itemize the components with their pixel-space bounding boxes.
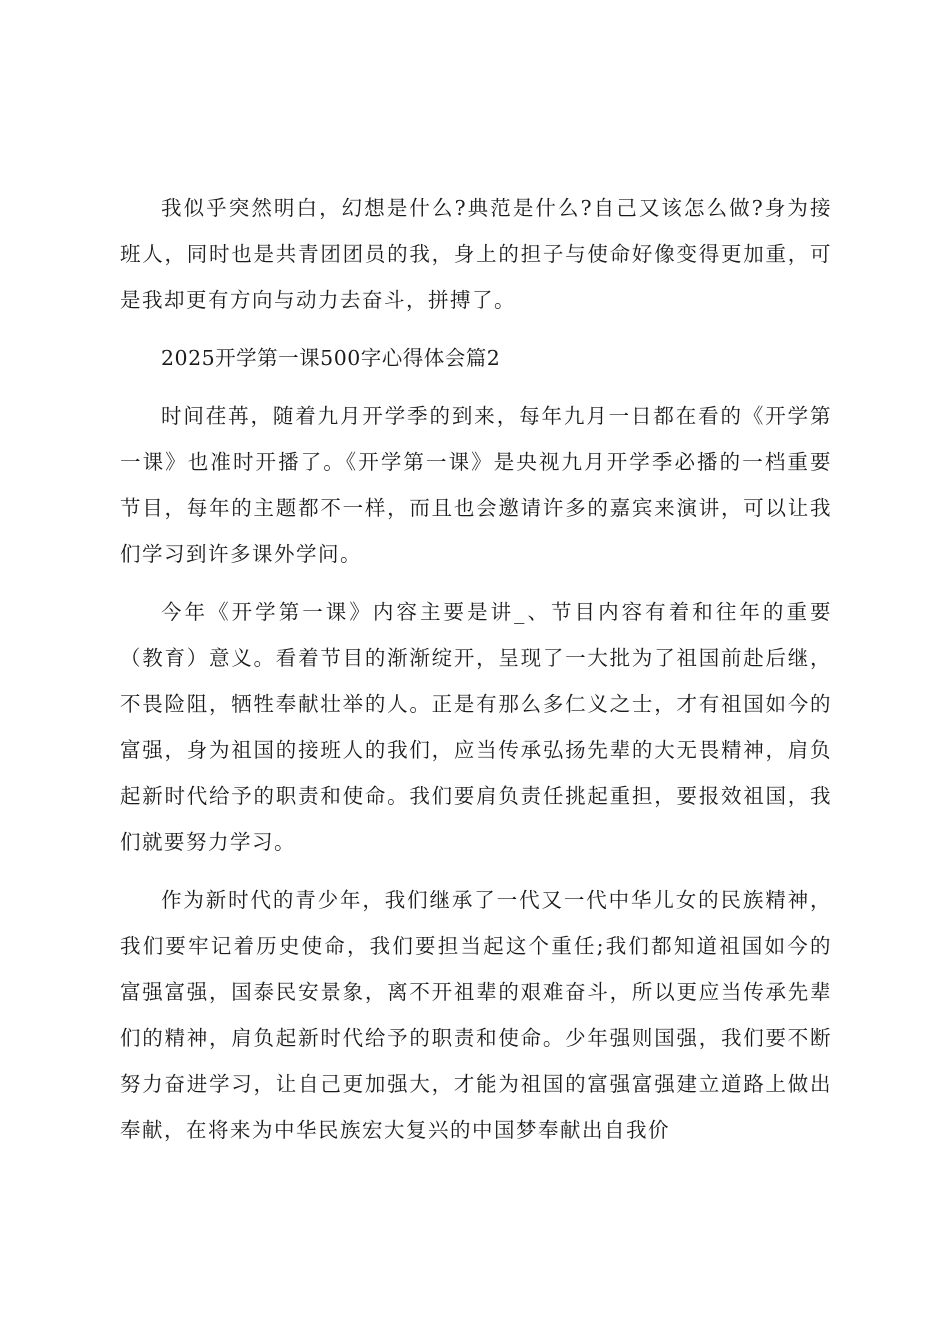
paragraph-2: 时间荏苒，随着九月开学季的到来，每年九月一日都在看的《开学第一课》也准时开播了。《开学第一课》是央视九月开学季必播的一档重要节目，每年的主题都不一样，而且也会邀请许多的嘉宾来演讲，可以让我们学习到许多课外学问。	[120, 404, 832, 566]
paragraph-3: 今年《开学第一课》内容主要是讲_、节目内容有着和往年的重要（教育）意义。看着节目的渐渐绽开，呈现了一大批为了祖国前赴后继，不畏险阻，牺牲奉献壮举的人。正是有那么多仁义之士，才有祖国如今的富强，身为祖国的接班人的我们，应当传承弘扬先辈的大无畏精神，肩负起新时代给予的职责和使命。我们要肩负责任挑起重担，要报效祖国，我们就要努力学习。	[120, 600, 832, 854]
section-heading: 2025开学第一课500字心得体会篇2	[161, 346, 501, 370]
paragraph-4: 作为新时代的青少年，我们继承了一代又一代中华儿女的民族精神，我们要牢记着历史使命，我们要担当起这个重任;我们都知道祖国如今的富强富强，国泰民安景象，离不开祖辈的艰难奋斗，所以更应当传承先辈们的精神，肩负起新时代给予的职责和使命。少年强则国强，我们要不断努力奋进学习，让自己更加强大，才能为祖国的富强富强建立道路上做出奉献，在将来为中华民族宏大复兴的中国梦奉献出自我价	[120, 888, 832, 1142]
paragraph-1: 我似乎突然明白，幻想是什么?典范是什么?自己又该怎么做?身为接班人，同时也是共青团团员的我，身上的担子与使命好像变得更加重，可是我却更有方向与动力去奋斗，拼搏了。	[120, 196, 832, 312]
document-body	[120, 185, 832, 1165]
